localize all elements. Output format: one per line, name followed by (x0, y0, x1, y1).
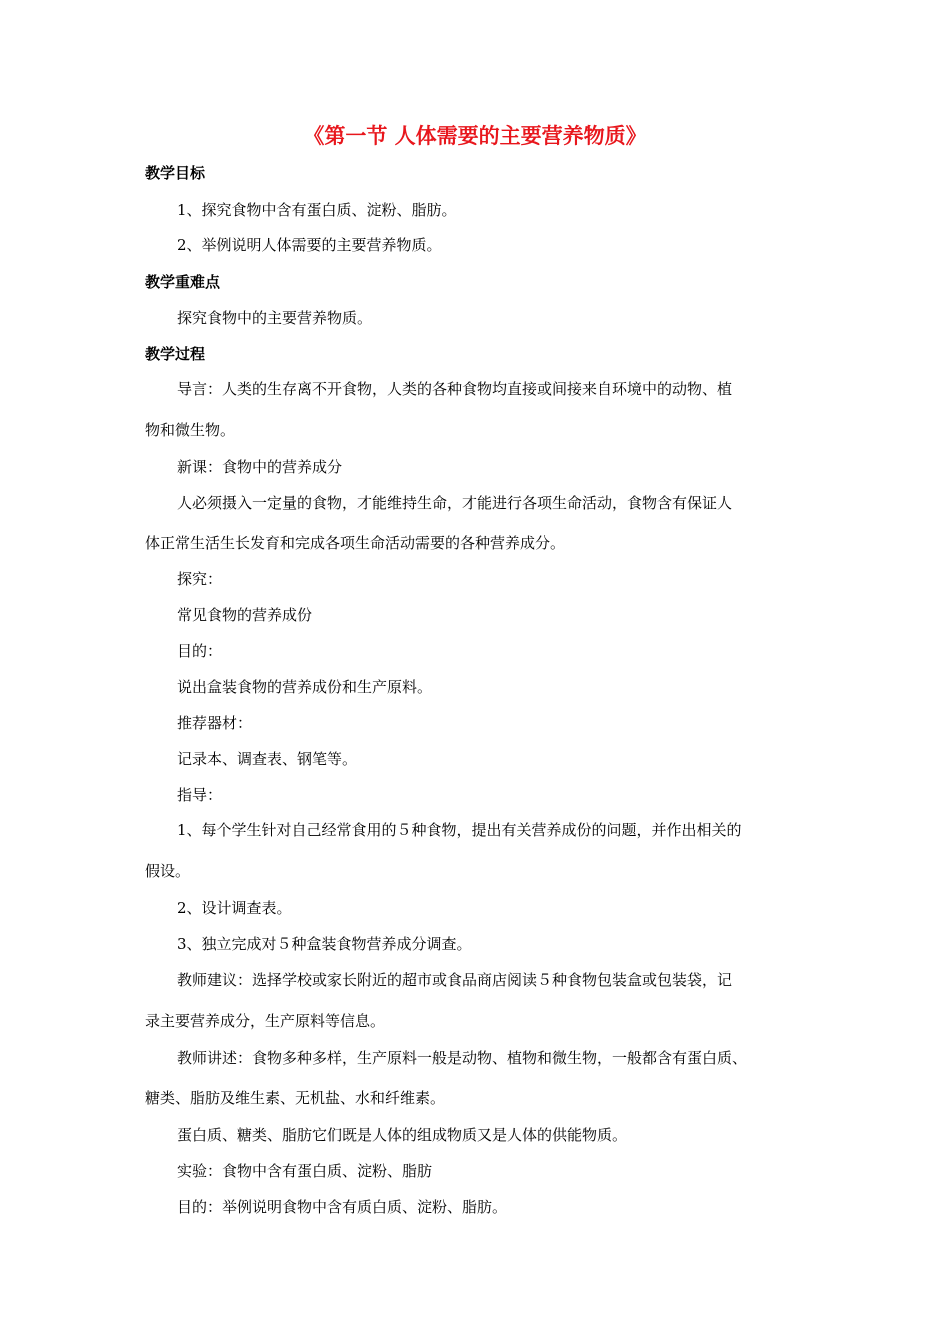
materials-text: 记录本、调查表、钢笔等。 (177, 750, 358, 768)
experiment-title: 实验：食物中含有蛋白质、淀粉、脂肪 (177, 1162, 433, 1180)
guide-3: 3、独立完成对５种盒装食物营养成分调查。 (177, 935, 472, 953)
lecture-line-1: 教师讲述：食物多种多样，生产原料一般是动物、植物和微生物，一般都含有蛋白质、 (177, 1049, 748, 1067)
suggestion-line-2: 录主要营养成分，生产原料等信息。 (145, 1012, 386, 1030)
materials-label: 推荐器材： (177, 714, 253, 732)
guide-2: 2、设计调查表。 (177, 899, 292, 917)
goal-2: 2、举例说明人体需要的主要营养物质。 (177, 236, 442, 254)
paragraph-1-line-1: 人必须摄入一定量的食物，才能维持生命，才能进行各项生命活动，食物含有保证人 (177, 494, 733, 512)
paragraph-1-line-2: 体正常生活生长发育和完成各项生命活动需要的各种营养成分。 (145, 534, 566, 552)
experiment-aim: 目的：举例说明食物中含有质白质、淀粉、脂肪。 (177, 1198, 508, 1216)
key-text: 探究食物中的主要营养物质。 (177, 309, 373, 327)
guide-label: 指导： (177, 786, 223, 804)
aim-text: 说出盒装食物的营养成份和生产原料。 (177, 678, 433, 696)
page-title: 《第一节 人体需要的主要营养物质》 (303, 124, 647, 148)
goal-1: 1、探究食物中含有蛋白质、淀粉、脂肪。 (177, 201, 457, 219)
aim-label: 目的： (177, 642, 223, 660)
goals-heading: 教学目标 (145, 164, 206, 182)
guide-1-line-1: 1、每个学生针对自己经常食用的５种食物，提出有关营养成份的问题，并作出相关的 (177, 821, 742, 839)
new-lesson: 新课：食物中的营养成分 (177, 458, 343, 476)
explore-label: 探究： (177, 570, 223, 588)
intro-line-1: 导言：人类的生存离不开食物，人类的各种食物均直接或间接来自环境中的动物、植 (177, 380, 733, 398)
suggestion-line-1: 教师建议：选择学校或家长附近的超市或食品商店阅读５种食物包装盒或包装袋，记 (177, 971, 733, 989)
process-heading: 教学过程 (145, 345, 206, 363)
intro-line-2: 物和微生物。 (145, 421, 236, 439)
key-heading: 教学重难点 (145, 273, 221, 291)
lecture-line-2: 糖类、脂肪及维生素、无机盐、水和纤维素。 (145, 1089, 446, 1107)
explore-topic: 常见食物的营养成份 (177, 606, 313, 624)
nutrients-text: 蛋白质、糖类、脂肪它们既是人体的组成物质又是人体的供能物质。 (177, 1126, 628, 1144)
guide-1-line-2: 假设。 (145, 862, 191, 880)
